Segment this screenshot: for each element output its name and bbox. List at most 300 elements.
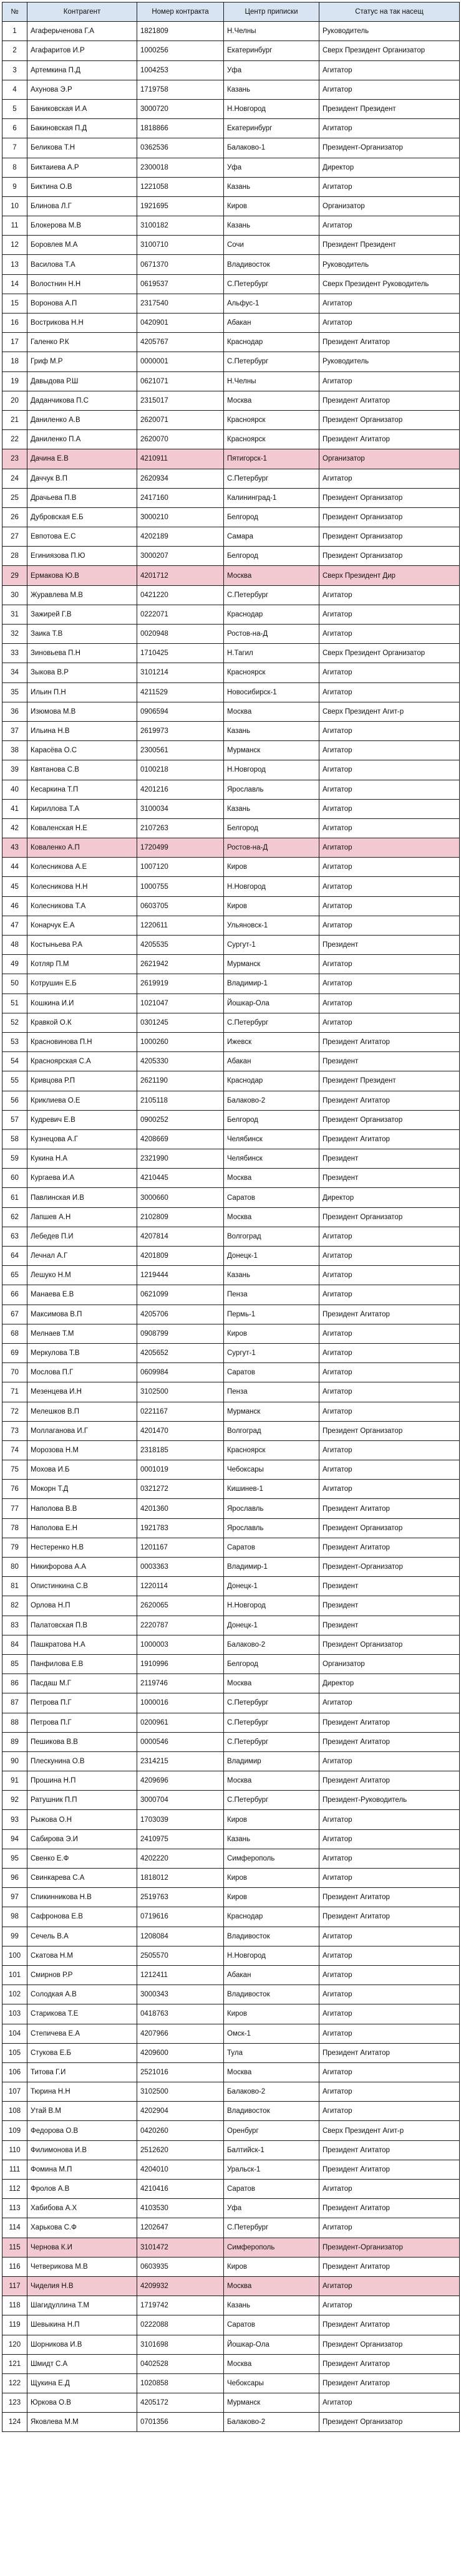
cell-status[interactable]: Президент Агитатор: [319, 1129, 460, 1149]
cell-number[interactable]: 101: [2, 1965, 27, 1985]
cell-agent[interactable]: Мослова П.Г: [27, 1363, 137, 1382]
cell-center[interactable]: Красноярск: [224, 663, 319, 682]
cell-agent[interactable]: Котрушин Е.Б: [27, 974, 137, 994]
cell-number[interactable]: 75: [2, 1460, 27, 1480]
cell-number[interactable]: 94: [2, 1829, 27, 1849]
table-row[interactable]: [2, 974, 460, 994]
cell-center[interactable]: Белгород: [224, 1654, 319, 1673]
cell-center[interactable]: Балаково-1: [224, 138, 319, 158]
cell-status[interactable]: Президент-Организатор: [319, 1558, 460, 1577]
cell-agent[interactable]: Василова Т.А: [27, 255, 137, 274]
cell-number[interactable]: 77: [2, 1499, 27, 1518]
cell-number[interactable]: 62: [2, 1207, 27, 1227]
cell-contract[interactable]: 1221058: [137, 177, 224, 196]
cell-status[interactable]: Президент Агитатор: [319, 2354, 460, 2373]
cell-center[interactable]: Н.Новгород: [224, 1946, 319, 1965]
cell-agent[interactable]: Костыньева Р.А: [27, 936, 137, 955]
cell-center[interactable]: Казань: [224, 216, 319, 236]
cell-status[interactable]: Агитатор: [319, 1227, 460, 1246]
cell-agent[interactable]: Лешуко Н.М: [27, 1266, 137, 1285]
cell-agent[interactable]: Ахунова Э.Р: [27, 80, 137, 99]
cell-agent[interactable]: Фомина М.П: [27, 2160, 137, 2179]
table-row[interactable]: [2, 2413, 460, 2432]
cell-center[interactable]: Мурманск: [224, 1402, 319, 1421]
table-row[interactable]: [2, 22, 460, 41]
table-row[interactable]: [2, 2218, 460, 2238]
cell-contract[interactable]: 2621942: [137, 955, 224, 974]
cell-status[interactable]: Агитатор: [319, 119, 460, 138]
cell-status[interactable]: Агитатор: [319, 605, 460, 624]
cell-agent[interactable]: Конарчук Е.А: [27, 916, 137, 935]
cell-status[interactable]: Директор: [319, 1188, 460, 1207]
cell-number[interactable]: 104: [2, 2024, 27, 2043]
cell-center[interactable]: Донецк-1: [224, 1577, 319, 1596]
cell-status[interactable]: Президент-Организатор: [319, 138, 460, 158]
cell-center[interactable]: Тула: [224, 2043, 319, 2062]
cell-center[interactable]: Ростов-на-Д: [224, 625, 319, 644]
cell-number[interactable]: 57: [2, 1110, 27, 1129]
cell-status[interactable]: Президент Агитатор: [319, 2199, 460, 2218]
cell-contract[interactable]: 1007120: [137, 858, 224, 877]
table-row[interactable]: [2, 1829, 460, 1849]
table-row[interactable]: [2, 1713, 460, 1732]
cell-status[interactable]: Президент Организатор: [319, 1421, 460, 1440]
cell-status[interactable]: Директор: [319, 1674, 460, 1693]
cell-status[interactable]: Агитатор: [319, 1965, 460, 1985]
cell-number[interactable]: 14: [2, 274, 27, 294]
cell-number[interactable]: 122: [2, 2373, 27, 2393]
cell-status[interactable]: Агитатор: [319, 780, 460, 799]
cell-number[interactable]: 38: [2, 741, 27, 760]
table-row[interactable]: [2, 255, 460, 274]
cell-number[interactable]: 119: [2, 2315, 27, 2335]
cell-number[interactable]: 99: [2, 1927, 27, 1946]
cell-agent[interactable]: Максимова В.П: [27, 1305, 137, 1324]
cell-status[interactable]: Агитатор: [319, 1927, 460, 1946]
cell-number[interactable]: 54: [2, 1052, 27, 1071]
table-row[interactable]: [2, 2354, 460, 2373]
cell-agent[interactable]: Моллаганова И.Г: [27, 1421, 137, 1440]
cell-contract[interactable]: 2410975: [137, 1829, 224, 1849]
table-row[interactable]: [2, 2393, 460, 2413]
table-row[interactable]: [2, 1343, 460, 1362]
cell-number[interactable]: 59: [2, 1149, 27, 1169]
cell-contract[interactable]: 1021047: [137, 994, 224, 1013]
cell-agent[interactable]: Криклиева О.Е: [27, 1091, 137, 1110]
cell-agent[interactable]: Гриф М.Р: [27, 352, 137, 371]
cell-agent[interactable]: Лебедев П.И: [27, 1227, 137, 1246]
cell-status[interactable]: Агитатор: [319, 60, 460, 80]
cell-status[interactable]: Президент: [319, 1052, 460, 1071]
cell-agent[interactable]: Мохова И.Б: [27, 1460, 137, 1480]
cell-status[interactable]: Агитатор: [319, 1751, 460, 1771]
cell-contract[interactable]: 4209600: [137, 2043, 224, 2062]
cell-number[interactable]: 5: [2, 99, 27, 118]
cell-center[interactable]: Челябинск: [224, 1149, 319, 1169]
cell-status[interactable]: Агитатор: [319, 818, 460, 838]
table-row[interactable]: [2, 2296, 460, 2315]
cell-status[interactable]: Агитатор: [319, 896, 460, 916]
cell-contract[interactable]: 4207814: [137, 1227, 224, 1246]
cell-number[interactable]: 12: [2, 236, 27, 255]
table-row[interactable]: [2, 663, 460, 682]
cell-number[interactable]: 34: [2, 663, 27, 682]
table-row[interactable]: [2, 1129, 460, 1149]
cell-center[interactable]: Киров: [224, 896, 319, 916]
cell-agent[interactable]: Колесникова Н.Н: [27, 877, 137, 896]
cell-status[interactable]: Агитатор: [319, 2024, 460, 2043]
cell-center[interactable]: Абакан: [224, 1965, 319, 1985]
cell-contract[interactable]: 1910996: [137, 1654, 224, 1673]
table-row[interactable]: [2, 2121, 460, 2140]
table-row[interactable]: [2, 196, 460, 216]
cell-contract[interactable]: 1004253: [137, 60, 224, 80]
cell-status[interactable]: Агитатор: [319, 1324, 460, 1343]
cell-contract[interactable]: 0000001: [137, 352, 224, 371]
cell-status[interactable]: Президент: [319, 1169, 460, 1188]
table-row[interactable]: [2, 1751, 460, 1771]
cell-agent[interactable]: Красноярская С.А: [27, 1052, 137, 1071]
cell-center[interactable]: Балаково-2: [224, 1635, 319, 1654]
cell-number[interactable]: 28: [2, 547, 27, 566]
cell-center[interactable]: Симферополь: [224, 1849, 319, 1868]
cell-contract[interactable]: 2220787: [137, 1616, 224, 1635]
cell-center[interactable]: Симферополь: [224, 2238, 319, 2257]
cell-number[interactable]: 26: [2, 507, 27, 527]
cell-number[interactable]: 48: [2, 936, 27, 955]
cell-center[interactable]: С.Петербург: [224, 585, 319, 605]
cell-contract[interactable]: 0001019: [137, 1460, 224, 1480]
cell-contract[interactable]: 1219444: [137, 1266, 224, 1285]
cell-contract[interactable]: 2619919: [137, 974, 224, 994]
cell-number[interactable]: 67: [2, 1305, 27, 1324]
table-row[interactable]: [2, 2315, 460, 2335]
cell-center[interactable]: Москва: [224, 1771, 319, 1791]
cell-contract[interactable]: 1710425: [137, 644, 224, 663]
cell-number[interactable]: 53: [2, 1032, 27, 1051]
cell-center[interactable]: Москва: [224, 702, 319, 721]
cell-center[interactable]: Балаково-2: [224, 1091, 319, 1110]
cell-contract[interactable]: 0609984: [137, 1363, 224, 1382]
cell-number[interactable]: 64: [2, 1247, 27, 1266]
cell-contract[interactable]: 3000207: [137, 547, 224, 566]
cell-number[interactable]: 44: [2, 858, 27, 877]
cell-contract[interactable]: 2620071: [137, 410, 224, 429]
cell-contract[interactable]: 0621071: [137, 371, 224, 391]
cell-contract[interactable]: 2512620: [137, 2140, 224, 2160]
cell-center[interactable]: Чебоксары: [224, 1460, 319, 1480]
cell-contract[interactable]: 3102500: [137, 1382, 224, 1402]
cell-agent[interactable]: Кургаева И.А: [27, 1169, 137, 1188]
cell-number[interactable]: 106: [2, 2062, 27, 2082]
cell-contract[interactable]: 4205535: [137, 936, 224, 955]
cell-number[interactable]: 97: [2, 1888, 27, 1907]
cell-number[interactable]: 13: [2, 255, 27, 274]
cell-center[interactable]: Сочи: [224, 236, 319, 255]
cell-contract[interactable]: 0222071: [137, 605, 224, 624]
cell-number[interactable]: 85: [2, 1654, 27, 1673]
cell-agent[interactable]: Зажирей Г.В: [27, 605, 137, 624]
cell-number[interactable]: 55: [2, 1071, 27, 1091]
cell-status[interactable]: Президент Организатор: [319, 2413, 460, 2432]
cell-center[interactable]: Мурманск: [224, 2393, 319, 2413]
cell-center[interactable]: С.Петербург: [224, 274, 319, 294]
cell-status[interactable]: Агитатор: [319, 1869, 460, 1888]
cell-agent[interactable]: Давыдова Р.Ш: [27, 371, 137, 391]
cell-agent[interactable]: Скатова Н.М: [27, 1946, 137, 1965]
cell-number[interactable]: 6: [2, 119, 27, 138]
cell-center[interactable]: Новосибирск-1: [224, 682, 319, 702]
cell-agent[interactable]: Кукина Н.А: [27, 1149, 137, 1169]
cell-number[interactable]: 51: [2, 994, 27, 1013]
cell-status[interactable]: Президент Агитатор: [319, 2043, 460, 2062]
cell-status[interactable]: Агитатор: [319, 1480, 460, 1499]
cell-status[interactable]: Агитатор: [319, 1829, 460, 1849]
cell-status[interactable]: Агитатор: [319, 625, 460, 644]
cell-number[interactable]: 68: [2, 1324, 27, 1343]
cell-contract[interactable]: 3000210: [137, 507, 224, 527]
cell-contract[interactable]: 1818012: [137, 1869, 224, 1888]
cell-agent[interactable]: Ильина Н.В: [27, 721, 137, 740]
cell-center[interactable]: С.Петербург: [224, 1791, 319, 1810]
table-row[interactable]: [2, 1927, 460, 1946]
cell-agent[interactable]: Никифорова А.А: [27, 1558, 137, 1577]
cell-number[interactable]: 110: [2, 2140, 27, 2160]
table-row[interactable]: [2, 2062, 460, 2082]
cell-center[interactable]: Йошкар-Ола: [224, 2335, 319, 2354]
cell-agent[interactable]: Волостнин Н.Н: [27, 274, 137, 294]
cell-agent[interactable]: Колесникова Т.А: [27, 896, 137, 916]
cell-center[interactable]: Владимир-1: [224, 974, 319, 994]
cell-contract[interactable]: 1719758: [137, 80, 224, 99]
cell-status[interactable]: Президент Президент: [319, 1071, 460, 1091]
cell-agent[interactable]: Кириллова Т.А: [27, 799, 137, 818]
table-row[interactable]: [2, 99, 460, 118]
column-header-contract[interactable]: Номер контракта: [137, 2, 224, 22]
cell-agent[interactable]: Дачина Е.В: [27, 449, 137, 469]
cell-center[interactable]: Москва: [224, 391, 319, 410]
table-row[interactable]: [2, 507, 460, 527]
table-row[interactable]: [2, 1791, 460, 1810]
cell-agent[interactable]: Ратушник П.П: [27, 1791, 137, 1810]
table-row[interactable]: [2, 1032, 460, 1051]
cell-agent[interactable]: Воронова А.П: [27, 294, 137, 313]
cell-status[interactable]: Президент Агитатор: [319, 2373, 460, 2393]
cell-status[interactable]: Президент Организатор: [319, 547, 460, 566]
table-row[interactable]: [2, 488, 460, 507]
cell-status[interactable]: Президент Агитатор: [319, 333, 460, 352]
cell-center[interactable]: Москва: [224, 566, 319, 585]
cell-number[interactable]: 93: [2, 1810, 27, 1829]
table-row[interactable]: [2, 2043, 460, 2062]
cell-status[interactable]: Президент Агитатор: [319, 1032, 460, 1051]
table-row[interactable]: [2, 371, 460, 391]
cell-number[interactable]: 76: [2, 1480, 27, 1499]
cell-status[interactable]: Агитатор: [319, 1460, 460, 1480]
cell-status[interactable]: Президент Организатор: [319, 1207, 460, 1227]
cell-number[interactable]: 103: [2, 2004, 27, 2024]
cell-status[interactable]: Агитатор: [319, 1266, 460, 1285]
table-row[interactable]: [2, 1869, 460, 1888]
cell-contract[interactable]: 1000016: [137, 1693, 224, 1713]
cell-center[interactable]: Белгород: [224, 547, 319, 566]
cell-contract[interactable]: 0906594: [137, 702, 224, 721]
cell-agent[interactable]: Наполова В.В: [27, 1499, 137, 1518]
cell-agent[interactable]: Кесаркина Т.П: [27, 780, 137, 799]
cell-number[interactable]: 83: [2, 1616, 27, 1635]
table-row[interactable]: [2, 80, 460, 99]
cell-number[interactable]: 15: [2, 294, 27, 313]
table-row[interactable]: [2, 877, 460, 896]
table-row[interactable]: [2, 936, 460, 955]
table-row[interactable]: [2, 1247, 460, 1266]
cell-agent[interactable]: Опистинкина С.В: [27, 1577, 137, 1596]
cell-center[interactable]: Казань: [224, 799, 319, 818]
cell-number[interactable]: 79: [2, 1538, 27, 1557]
cell-number[interactable]: 95: [2, 1849, 27, 1868]
cell-contract[interactable]: 1818866: [137, 119, 224, 138]
cell-contract[interactable]: 1220114: [137, 1577, 224, 1596]
cell-contract[interactable]: 2318185: [137, 1440, 224, 1460]
cell-contract[interactable]: 1208084: [137, 1927, 224, 1946]
cell-agent[interactable]: Кошкина И.И: [27, 994, 137, 1013]
cell-center[interactable]: Белгород: [224, 1110, 319, 1129]
table-row[interactable]: [2, 352, 460, 371]
cell-agent[interactable]: Красновинова П.Н: [27, 1032, 137, 1051]
cell-agent[interactable]: Изюмова М.В: [27, 702, 137, 721]
cell-status[interactable]: Президент Агитатор: [319, 430, 460, 449]
cell-agent[interactable]: Стукова Е.Б: [27, 2043, 137, 2062]
cell-center[interactable]: Казань: [224, 177, 319, 196]
cell-agent[interactable]: Лапшев А.Н: [27, 1207, 137, 1227]
cell-center[interactable]: Киров: [224, 2004, 319, 2024]
table-row[interactable]: [2, 1888, 460, 1907]
cell-agent[interactable]: Заика Т.В: [27, 625, 137, 644]
cell-center[interactable]: Пенза: [224, 1382, 319, 1402]
cell-status[interactable]: Агитатор: [319, 2393, 460, 2413]
cell-contract[interactable]: 1719742: [137, 2296, 224, 2315]
cell-number[interactable]: 86: [2, 1674, 27, 1693]
cell-agent[interactable]: Мелнаев Т.М: [27, 1324, 137, 1343]
cell-status[interactable]: Организатор: [319, 196, 460, 216]
cell-center[interactable]: Н.Новгород: [224, 99, 319, 118]
cell-agent[interactable]: Свинкарева С.А: [27, 1869, 137, 1888]
cell-agent[interactable]: Мокорн Т.Д: [27, 1480, 137, 1499]
cell-contract[interactable]: 0621099: [137, 1285, 224, 1305]
cell-center[interactable]: Волгоград: [224, 1227, 319, 1246]
table-row[interactable]: [2, 1946, 460, 1965]
cell-agent[interactable]: Сафронова Е.В: [27, 1907, 137, 1927]
cell-agent[interactable]: Меркулова Т.В: [27, 1343, 137, 1362]
cell-status[interactable]: Агитатор: [319, 2062, 460, 2082]
cell-contract[interactable]: 4209932: [137, 2276, 224, 2296]
cell-agent[interactable]: Федорова О.В: [27, 2121, 137, 2140]
cell-status[interactable]: Агитатор: [319, 2082, 460, 2102]
table-row[interactable]: [2, 682, 460, 702]
cell-contract[interactable]: 1703039: [137, 1810, 224, 1829]
cell-number[interactable]: 27: [2, 527, 27, 547]
column-header-number[interactable]: №: [2, 2, 27, 22]
cell-agent[interactable]: Утай В.М: [27, 2102, 137, 2121]
table-row[interactable]: [2, 1499, 460, 1518]
cell-contract[interactable]: 4210416: [137, 2180, 224, 2199]
table-row[interactable]: [2, 741, 460, 760]
table-row[interactable]: [2, 1732, 460, 1751]
cell-center[interactable]: Москва: [224, 2276, 319, 2296]
cell-contract[interactable]: 2317540: [137, 294, 224, 313]
cell-center[interactable]: Челябинск: [224, 1129, 319, 1149]
cell-center[interactable]: Краснодар: [224, 333, 319, 352]
cell-status[interactable]: Президент Агитатор: [319, 2257, 460, 2276]
cell-status[interactable]: Руководитель: [319, 22, 460, 41]
cell-center[interactable]: Белгород: [224, 818, 319, 838]
cell-center[interactable]: Казань: [224, 1829, 319, 1849]
cell-contract[interactable]: 4202904: [137, 2102, 224, 2121]
cell-contract[interactable]: 1202647: [137, 2218, 224, 2238]
cell-contract[interactable]: 0100218: [137, 760, 224, 780]
cell-agent[interactable]: Колесникова А.Е: [27, 858, 137, 877]
cell-status[interactable]: Сверх Президент Организатор: [319, 644, 460, 663]
cell-status[interactable]: Сверх Президент Руководитель: [319, 274, 460, 294]
table-row[interactable]: [2, 1169, 460, 1188]
cell-agent[interactable]: Панфилова Е.В: [27, 1654, 137, 1673]
cell-agent[interactable]: Плескунина О.В: [27, 1751, 137, 1771]
cell-agent[interactable]: Палатовская П.В: [27, 1616, 137, 1635]
cell-status[interactable]: Президент Организатор: [319, 527, 460, 547]
cell-center[interactable]: Н.Новгород: [224, 1596, 319, 1616]
table-row[interactable]: [2, 1149, 460, 1169]
cell-agent[interactable]: Боровлев М.А: [27, 236, 137, 255]
cell-agent[interactable]: Кузнецова А.Г: [27, 1129, 137, 1149]
cell-status[interactable]: Организатор: [319, 449, 460, 469]
cell-number[interactable]: 32: [2, 625, 27, 644]
cell-center[interactable]: Киров: [224, 1869, 319, 1888]
cell-number[interactable]: 9: [2, 177, 27, 196]
cell-contract[interactable]: 2521016: [137, 2062, 224, 2082]
cell-number[interactable]: 69: [2, 1343, 27, 1362]
cell-number[interactable]: 113: [2, 2199, 27, 2218]
cell-contract[interactable]: 1000755: [137, 877, 224, 896]
table-row[interactable]: [2, 858, 460, 877]
cell-number[interactable]: 89: [2, 1732, 27, 1751]
cell-number[interactable]: 19: [2, 371, 27, 391]
cell-center[interactable]: Абакан: [224, 1052, 319, 1071]
cell-agent[interactable]: Евпотова Е.С: [27, 527, 137, 547]
table-row[interactable]: [2, 547, 460, 566]
table-row[interactable]: [2, 274, 460, 294]
table-row[interactable]: [2, 1635, 460, 1654]
cell-contract[interactable]: 2620065: [137, 1596, 224, 1616]
cell-number[interactable]: 10: [2, 196, 27, 216]
cell-number[interactable]: 39: [2, 760, 27, 780]
table-row[interactable]: [2, 469, 460, 488]
cell-contract[interactable]: 4209696: [137, 1771, 224, 1791]
table-row[interactable]: [2, 1810, 460, 1829]
cell-status[interactable]: Президент: [319, 1149, 460, 1169]
cell-status[interactable]: Президент: [319, 936, 460, 955]
table-row[interactable]: [2, 2004, 460, 2024]
cell-center[interactable]: Краснодар: [224, 605, 319, 624]
table-row-highlighted[interactable]: [2, 838, 460, 858]
table-row[interactable]: [2, 1305, 460, 1324]
table-row[interactable]: [2, 702, 460, 721]
cell-status[interactable]: Президент Организатор: [319, 507, 460, 527]
cell-agent[interactable]: Рыжова О.Н: [27, 1810, 137, 1829]
table-row[interactable]: [2, 644, 460, 663]
cell-center[interactable]: Донецк-1: [224, 1616, 319, 1635]
cell-number[interactable]: 74: [2, 1440, 27, 1460]
table-row[interactable]: [2, 1402, 460, 1421]
